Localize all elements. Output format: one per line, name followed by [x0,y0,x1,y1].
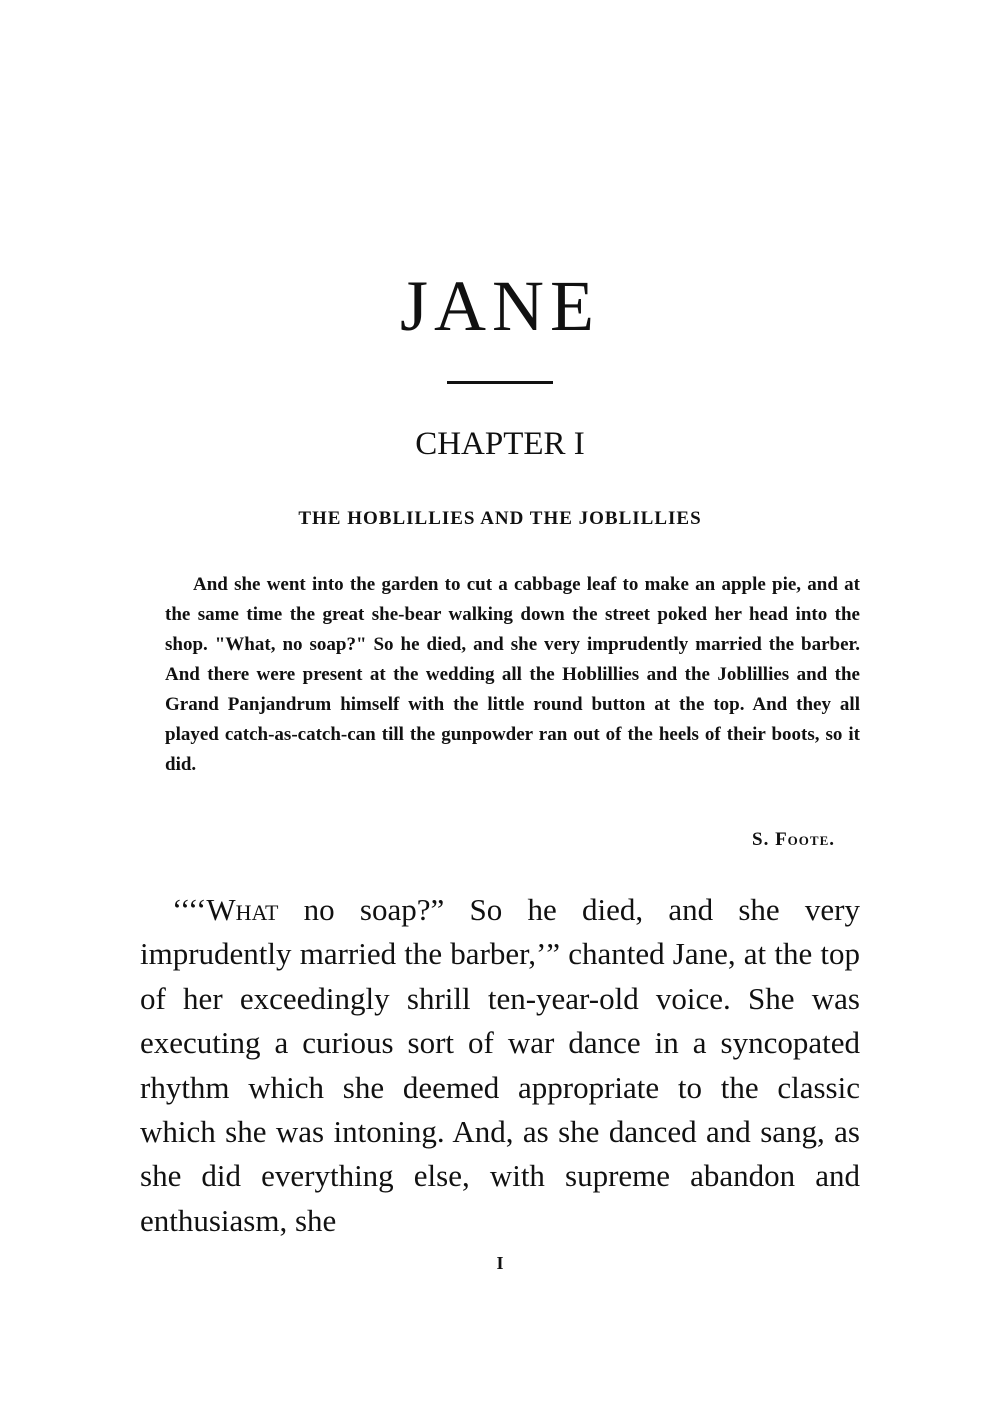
page-number: I [496,1253,504,1273]
title-divider-rule [447,381,553,384]
epigraph-text: And she went into the garden to cut a cabbage leaf to make an apple pie, and at the same time the great she-bear walking down the street poked her head into the shop. "What, no soap?" So he died, and she very imprudently married the barber. And there were present at the wedding all the Hoblillies and the Joblillies and the Grand Panjandrum himself with the little round button at the top. And they all played catch-as-catch-can till the gunpowder ran out of the heels of their boots, so it did. [165,574,860,775]
epigraph-attribution: S. Foote. [752,829,835,850]
chapter-heading: CHAPTER I [415,426,585,462]
opening-quote-marks: ‘‘‘‘ [172,892,207,927]
book-title: JANE [400,266,600,346]
lead-word: What [206,892,279,927]
body-text: no soap?” So he died, and she very imprudently married the barber,’” chanted Jane, at the top of her exceedingly shrill ten-year-old voice. She was executing a curious sort of war dance in a syncopated rhythm which she deemed appropriate to the classic which she was intoning. And, as she danced and sang, as she did everything else, with supreme abandon and enthusiasm, she [140,892,860,1238]
chapter-subtitle: THE HOBLILLIES AND THE JOBLILLIES [298,508,702,529]
body-paragraph [140,888,860,1243]
